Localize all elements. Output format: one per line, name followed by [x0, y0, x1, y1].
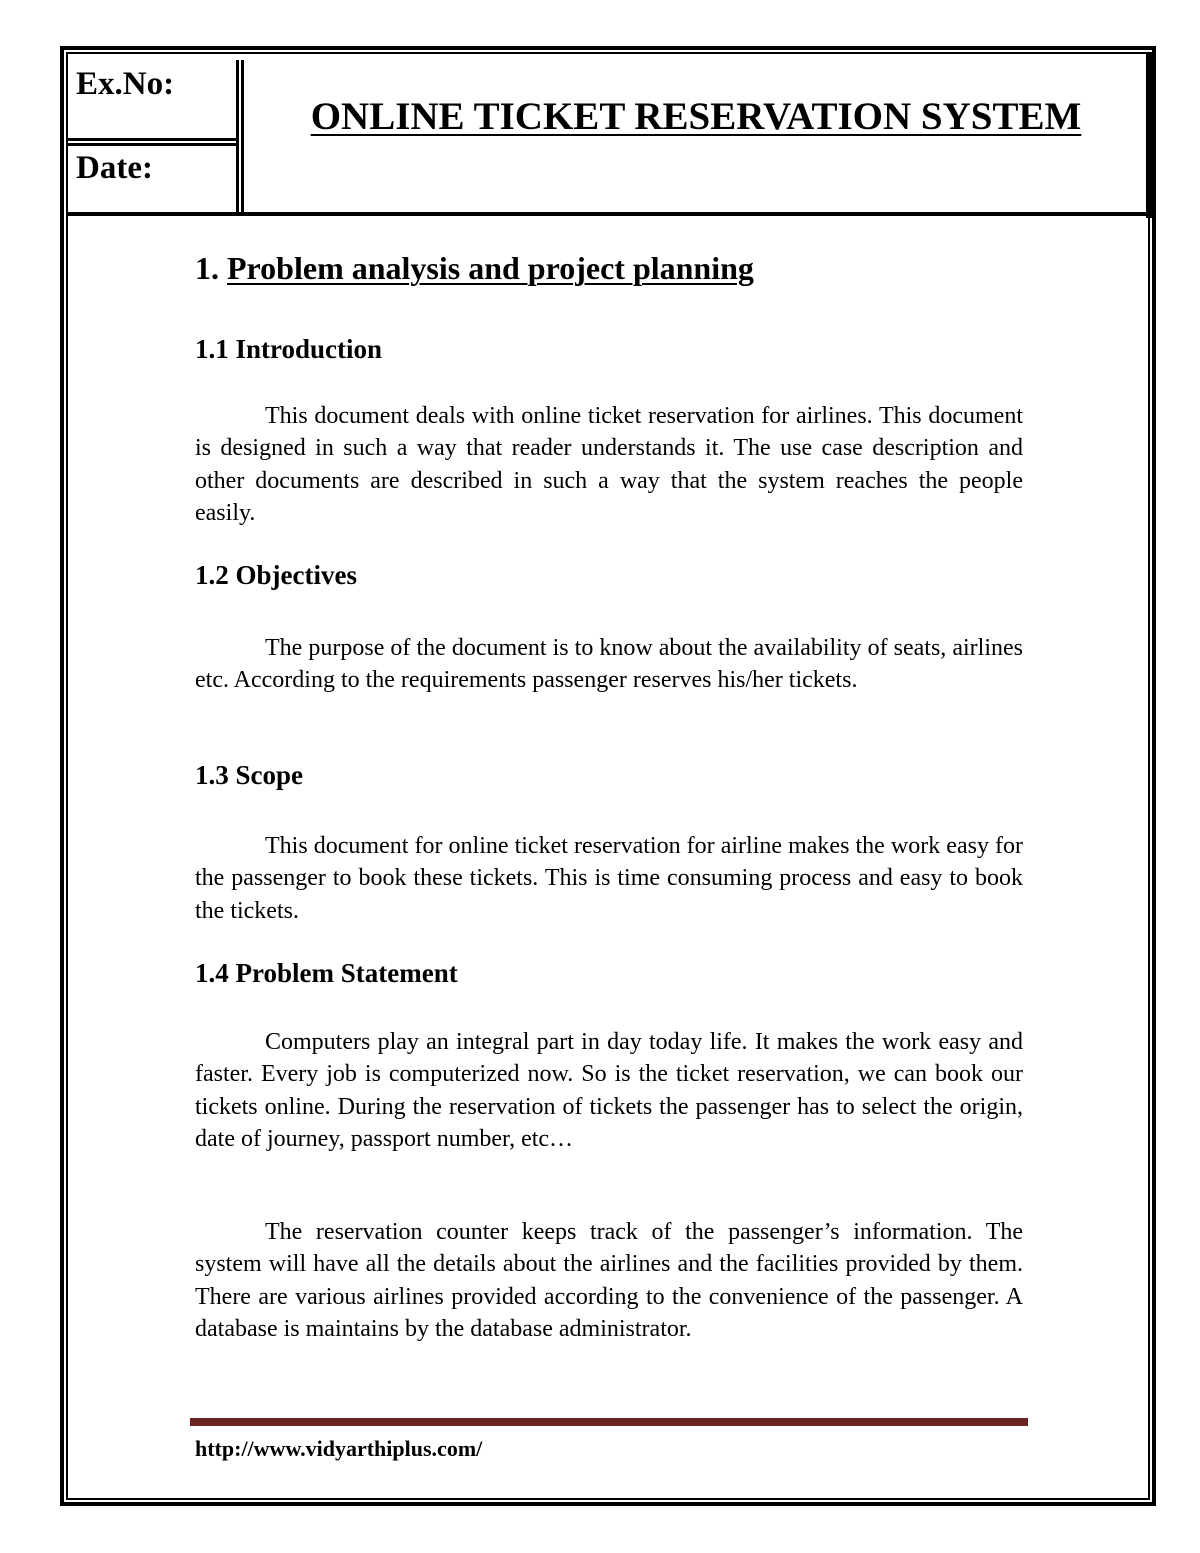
ex-no-label: Ex.No:: [76, 66, 175, 102]
section-number: 1.: [195, 250, 219, 286]
subsection-introduction-body: [195, 400, 1023, 529]
subsection-scope-body: [195, 830, 1023, 927]
subsection-problem-statement-body: [195, 1026, 1023, 1155]
footer-rule: [190, 1418, 1028, 1426]
paragraph: Computers play an integral part in day today life. It makes the work easy and faster. Every job is computerized now. So is the ticket reservation, we can book our tickets online. During the reservation of tickets the passenger has to select the origin, date of journey, passport number, etc…: [195, 1029, 1023, 1152]
subsection-heading: 1.4 Problem Statement: [195, 958, 458, 988]
paragraph: The reservation counter keeps track of the passenger’s information. The system will have all the details about the airlines and the facilities provided by them. There are various airlines provided according to the convenience of the passenger. A database is maintains by the database administrator.: [195, 1219, 1023, 1342]
paragraph: This document for online ticket reservation for airline makes the work easy for the passenger to book these tickets. This is time consuming process and easy to book the tickets.: [195, 833, 1023, 924]
subsection-objectives: [195, 560, 1023, 596]
section-heading: [195, 250, 1023, 332]
header-cell-separator: [66, 138, 238, 146]
subsection-problem-statement: [195, 958, 1023, 994]
subsection-heading: 1.3 Scope: [195, 760, 303, 790]
paragraph: The purpose of the document is to know about the availability of seats, airlines etc. According to the requirements passenger reserves his/her tickets.: [195, 635, 1023, 694]
subsection-heading: 1.1 Introduction: [195, 334, 383, 364]
paragraph: This document deals with online ticket reservation for airlines. This document is designed in such a way that reader understands it. The use case description and other documents are described in such a way that the system reaches the people easily.: [195, 403, 1023, 526]
subsection-scope: [195, 760, 1023, 796]
subsection-problem-statement-body-2: [195, 1216, 1023, 1345]
footer-link[interactable]: http://www.vidyarthiplus.com/: [195, 1436, 483, 1461]
subsection-heading: 1.2 Objectives: [195, 560, 357, 590]
date-label: Date:: [76, 150, 153, 186]
subsection-introduction: [195, 334, 1023, 370]
document-title: ONLINE TICKET RESERVATION SYSTEM: [310, 95, 1082, 138]
subsection-objectives-body: [195, 632, 1023, 697]
section-title: Problem analysis and project planning: [227, 250, 754, 286]
